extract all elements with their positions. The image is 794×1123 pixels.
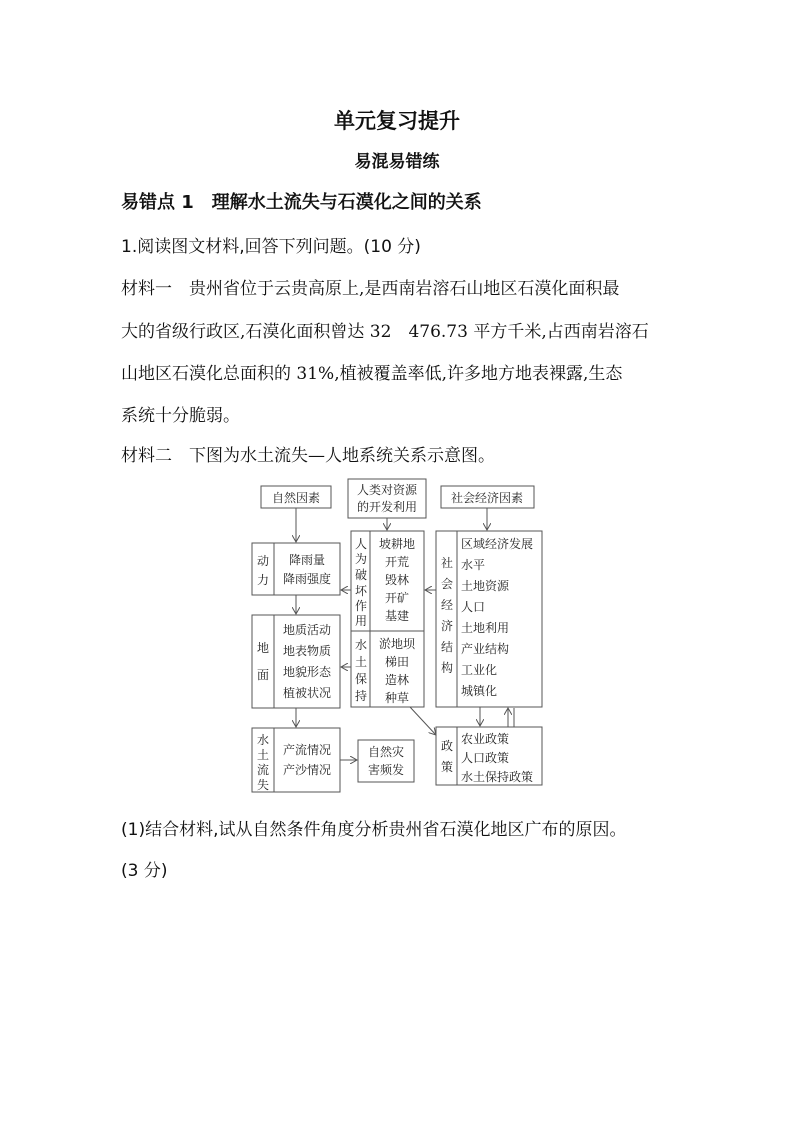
- agri-policy: 农业政策: [461, 732, 510, 746]
- natural-factors-label: 自然因素: [271, 491, 321, 505]
- grass-planting: 种草: [384, 691, 410, 705]
- conserve-char-4: 持: [354, 689, 368, 703]
- social-item-4: 人口: [461, 600, 486, 614]
- social-char-6: 构: [440, 661, 454, 675]
- social-char-3: 经: [440, 598, 454, 612]
- mining: 开矿: [384, 591, 410, 605]
- surface-item-4: 植被状况: [282, 686, 332, 700]
- erosion-char-3: 流: [256, 763, 270, 777]
- human-dev-label-1: 人类对资源: [356, 483, 418, 497]
- dynamics-char-2: 力: [256, 573, 270, 587]
- social-item-6: 产业结构: [461, 642, 510, 656]
- disaster-line-2: 害频发: [367, 763, 405, 777]
- surface-item-3: 地貌形态: [282, 665, 332, 679]
- material1-line-2: 大的省级行政区,石漠化面积曾达 32 476.73 平方千米,占西南岩溶石: [121, 322, 649, 342]
- population-policy: 人口政策: [461, 751, 510, 765]
- afforestation: 造林: [384, 673, 410, 687]
- social-item-7: 工业化: [461, 663, 498, 677]
- page-subtitle: 易混易错练: [354, 152, 440, 172]
- rain-intensity: 降雨强度: [282, 572, 332, 586]
- question-stem: 1.阅读图文材料,回答下列问题。(10 分): [121, 237, 421, 257]
- destroy-char-1: 人: [354, 537, 368, 551]
- surface-item-2: 地表物质: [282, 644, 332, 658]
- social-char-4: 济: [440, 619, 454, 633]
- conserve-char-3: 保: [354, 672, 368, 686]
- runoff-label: 产流情况: [282, 743, 332, 757]
- material2-line: 材料二 下图为水土流失—人地系统关系示意图。: [121, 446, 495, 466]
- subquestion-1-line-2: (3 分): [121, 861, 168, 881]
- material1-line-4: 系统十分脆弱。: [121, 406, 240, 426]
- erosion-char-2: 土: [256, 748, 270, 762]
- page-title: 单元复习提升: [334, 109, 460, 133]
- social-item-2: 水平: [461, 558, 486, 572]
- construction: 基建: [384, 609, 410, 623]
- social-char-2: 会: [440, 577, 454, 591]
- section-heading: 易错点 1 理解水土流失与石漠化之间的关系: [121, 192, 482, 213]
- social-item-1: 区域经济发展: [461, 537, 534, 551]
- slope-farmland: 坡耕地: [378, 537, 416, 551]
- socio-factors-label: 社会经济因素: [450, 491, 524, 505]
- human-dev-label-2: 的开发利用: [356, 500, 418, 514]
- deforestation: 毁林: [384, 573, 410, 587]
- social-char-5: 结: [440, 640, 454, 654]
- social-item-3: 土地资源: [461, 579, 510, 593]
- policy-char-2: 策: [440, 760, 454, 774]
- destroy-char-2: 为: [354, 552, 368, 566]
- destroy-char-6: 用: [354, 614, 368, 628]
- sediment-label: 产沙情况: [282, 763, 332, 777]
- conserve-char-2: 土: [354, 655, 368, 669]
- destroy-char-5: 作: [354, 599, 368, 613]
- destroy-char-4: 坏: [354, 584, 368, 598]
- dynamics-box: [252, 543, 340, 595]
- social-char-1: 社: [440, 556, 454, 570]
- erosion-char-4: 失: [256, 778, 270, 792]
- rain-amount: 降雨量: [288, 553, 326, 567]
- social-item-8: 城镇化: [461, 684, 498, 698]
- social-item-5: 土地利用: [461, 621, 510, 635]
- material1-line-1: 材料一 贵州省位于云贵高原上,是西南岩溶石山地区石漠化面积最: [121, 279, 620, 299]
- surface-char-1: 地: [256, 641, 270, 655]
- disaster-line-1: 自然灾: [367, 745, 405, 759]
- material1-line-3: 山地区石漠化总面积的 31%,植被覆盖率低,许多地方地表裸露,生态: [121, 364, 623, 384]
- terraces: 梯田: [384, 655, 410, 669]
- surface-item-1: 地质活动: [282, 623, 332, 637]
- conserve-char-1: 水: [354, 638, 368, 652]
- check-dam: 淤地坝: [378, 637, 416, 651]
- destroy-char-3: 破: [354, 568, 368, 582]
- reclamation: 开荒: [384, 555, 410, 569]
- dynamics-char-1: 动: [256, 554, 270, 568]
- policy-char-1: 政: [440, 739, 454, 753]
- conservation-policy: 水土保持政策: [461, 770, 534, 784]
- surface-char-2: 面: [256, 668, 270, 682]
- subquestion-1-line-1: (1)结合材料,试从自然条件角度分析贵州省石漠化地区广布的原因。: [121, 820, 627, 840]
- erosion-char-1: 水: [256, 733, 270, 747]
